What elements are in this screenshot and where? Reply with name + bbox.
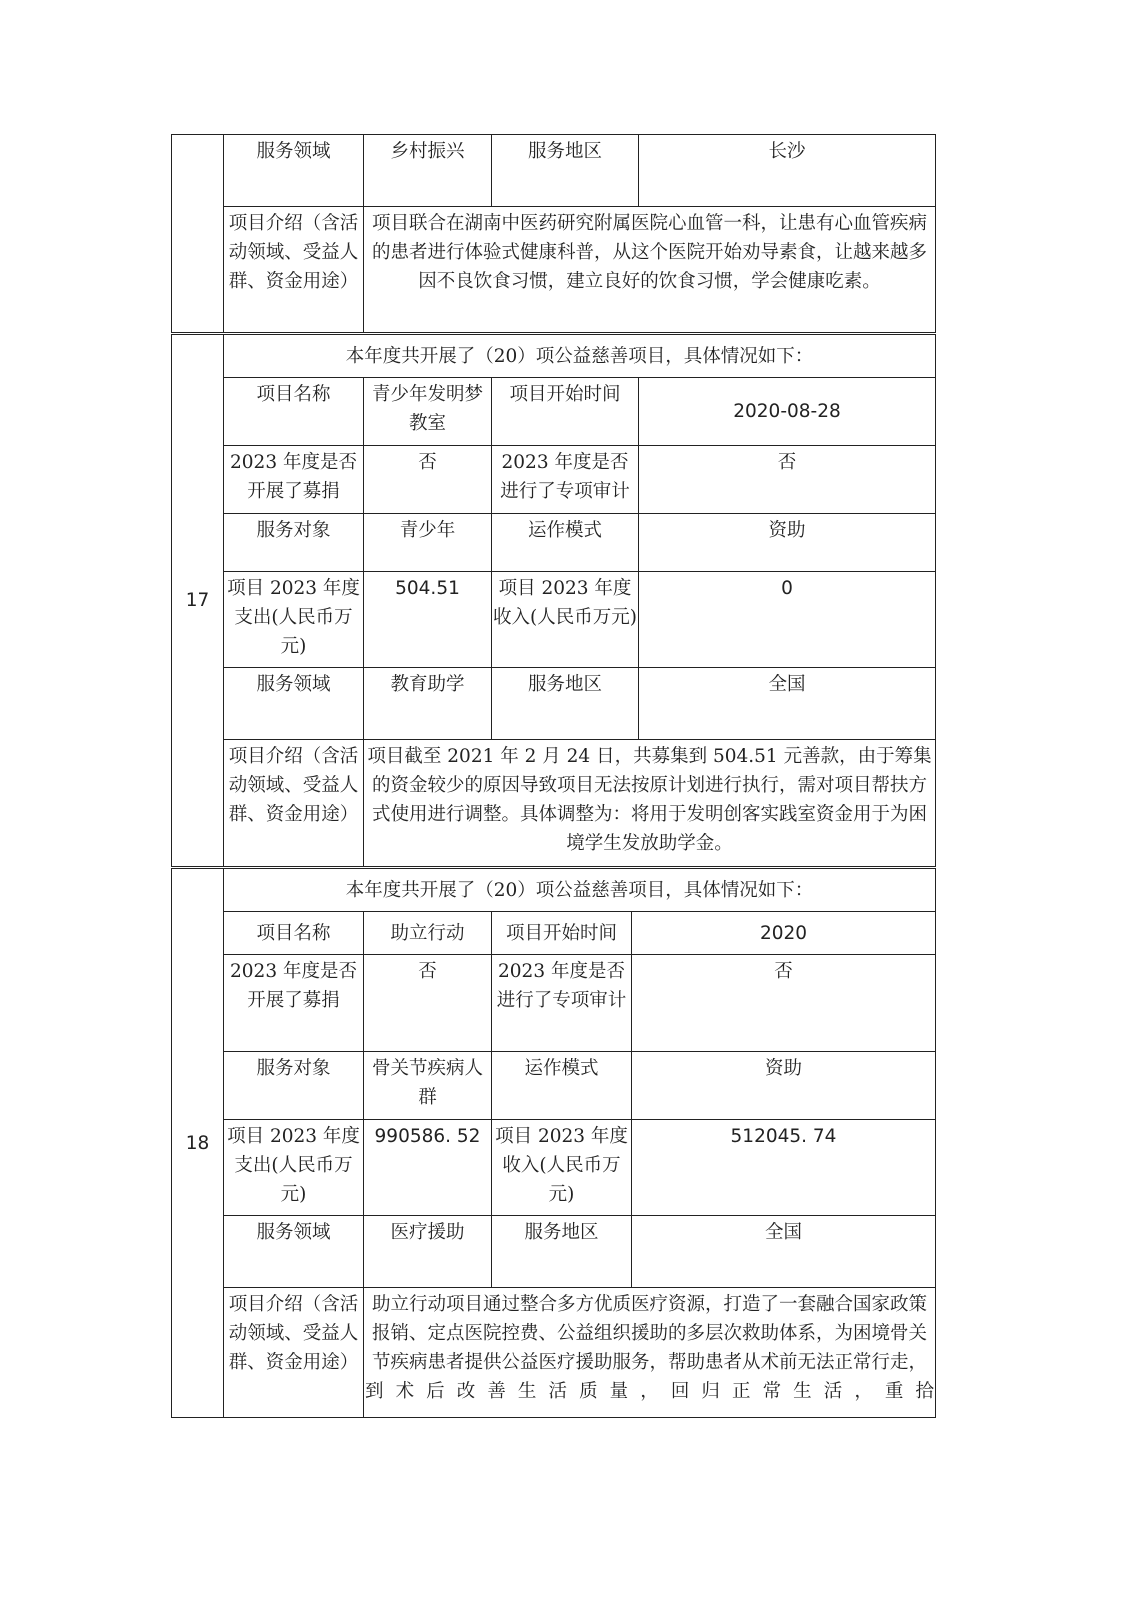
mode-label: 运作模式	[492, 514, 639, 572]
income-label: 项目 2023 年度收入(人民币万元)	[492, 572, 639, 668]
field-label: 服务领域	[224, 668, 364, 740]
start-time-label: 项目开始时间	[492, 378, 639, 446]
area-label: 服务地区	[492, 1216, 632, 1288]
audit-label: 2023 年度是否进行了专项审计	[492, 955, 632, 1052]
fundraise-value: 否	[364, 955, 492, 1052]
income-value: 512045. 74	[632, 1120, 936, 1216]
service-field-label: 服务领域	[224, 135, 364, 207]
area-value: 全国	[639, 668, 936, 740]
project-name-value: 助立行动	[364, 912, 492, 955]
fundraise-label: 2023 年度是否开展了募捐	[224, 955, 364, 1052]
fundraise-value: 否	[364, 446, 492, 514]
target-value: 青少年	[364, 514, 492, 572]
project-name-value: 青少年发明梦教室	[364, 378, 492, 446]
field-label: 服务领域	[224, 1216, 364, 1288]
start-time-value: 2020-08-28	[639, 378, 936, 446]
service-area-label: 服务地区	[492, 135, 639, 207]
target-value: 骨关节疾病人群	[364, 1052, 492, 1120]
summary-header: 本年度共开展了（20）项公益慈善项目，具体情况如下：	[224, 335, 936, 378]
expense-label: 项目 2023 年度支出(人民币万元)	[224, 572, 364, 668]
project-table-17	[171, 334, 936, 867]
service-field-value: 乡村振兴	[364, 135, 492, 207]
project-block-16	[171, 134, 936, 333]
target-label: 服务对象	[224, 514, 364, 572]
project-table-18	[171, 868, 936, 1418]
intro-text: 项目联合在湖南中医药研究附属医院心血管一科，让患有心血管疾病的患者进行体验式健康科普，从这个医院开始劝导素食，让越来越多因不良饮食习惯，建立良好的饮食习惯，学会健康吃素。	[364, 207, 936, 333]
row-index: 17	[172, 335, 224, 867]
income-label: 项目 2023 年度收入(人民币万元)	[492, 1120, 632, 1216]
intro-text: 项目截至 2021 年 2 月 24 日，共募集到 504.51 元善款，由于筹集的资金较少的原因导致项目无法按原计划进行执行，需对项目帮扶方式使用进行调整。具体调整为：将用于发明创客实践室资金用于为困境学生发放助学金。	[364, 740, 936, 867]
project-name-label: 项目名称	[224, 378, 364, 446]
mode-value: 资助	[632, 1052, 936, 1120]
area-label: 服务地区	[492, 668, 639, 740]
intro-label: 项目介绍（含活动领域、受益人群、资金用途）	[224, 740, 364, 867]
service-area-value: 长沙	[639, 135, 936, 207]
project-name-label: 项目名称	[224, 912, 364, 955]
expense-value: 504.51	[364, 572, 492, 668]
expense-value: 990586. 52	[364, 1120, 492, 1216]
field-value: 教育助学	[364, 668, 492, 740]
project-block-18	[171, 868, 936, 1418]
row-index-cell	[172, 135, 224, 333]
intro-label: 项目介绍（含活动领域、受益人群、资金用途）	[224, 207, 364, 333]
start-time-value: 2020	[632, 912, 936, 955]
start-time-label: 项目开始时间	[492, 912, 632, 955]
mode-label: 运作模式	[492, 1052, 632, 1120]
intro-label: 项目介绍（含活动领域、受益人群、资金用途）	[224, 1288, 364, 1418]
mode-value: 资助	[639, 514, 936, 572]
target-label: 服务对象	[224, 1052, 364, 1120]
audit-value: 否	[632, 955, 936, 1052]
audit-label: 2023 年度是否进行了专项审计	[492, 446, 639, 514]
field-value: 医疗援助	[364, 1216, 492, 1288]
expense-label: 项目 2023 年度支出(人民币万元)	[224, 1120, 364, 1216]
income-value: 0	[639, 572, 936, 668]
area-value: 全国	[632, 1216, 936, 1288]
fundraise-label: 2023 年度是否开展了募捐	[224, 446, 364, 514]
intro-text: 助立行动项目通过整合多方优质医疗资源，打造了一套融合国家政策报销、定点医院控费、公益组织援助的多层次救助体系，为困境骨关节疾病患者提供公益医疗援助服务，帮助患者从术前无法正常行走，到术后改善生活质量，回归正常生活，重拾	[364, 1288, 936, 1418]
project-table-16	[171, 134, 936, 333]
project-block-17	[171, 334, 936, 867]
summary-header: 本年度共开展了（20）项公益慈善项目，具体情况如下：	[224, 869, 936, 912]
row-index: 18	[172, 869, 224, 1418]
audit-value: 否	[639, 446, 936, 514]
